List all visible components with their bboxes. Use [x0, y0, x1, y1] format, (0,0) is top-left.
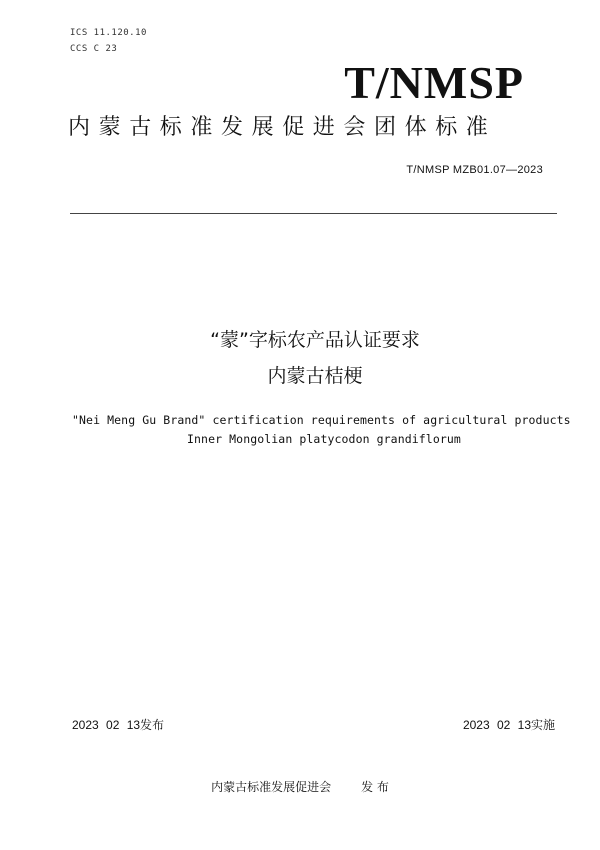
organization-standard-title: 内蒙古标准发展促进会团体标准: [68, 115, 497, 140]
document-title-en-line2: Inner Mongolian platycodon grandiflorum: [187, 432, 461, 446]
issuer-action: 发 布: [361, 780, 389, 794]
document-title-cn-line1: “蒙”字标农产品认证要求: [210, 329, 420, 351]
publish-date: 2023 02 13发布: [72, 718, 165, 732]
issuer-line: [0, 778, 600, 795]
issuer-name: 内蒙古标准发展促进会: [211, 780, 332, 794]
standard-brand-logo: T/NMSP: [344, 57, 524, 108]
standard-code: T/NMSP MZB01.07—2023: [406, 164, 543, 176]
ics-number: ICS 11.120.10: [70, 28, 147, 38]
document-title-cn-line2: 内蒙古桔梗: [267, 365, 363, 387]
document-title-en-line1: "Nei Meng Gu Brand" certification requirements of agricultural products: [72, 413, 571, 427]
header-divider: [70, 213, 557, 214]
implementation-date: 2023 02 13实施: [462, 718, 555, 732]
ccs-number: CCS C 23: [70, 44, 118, 54]
